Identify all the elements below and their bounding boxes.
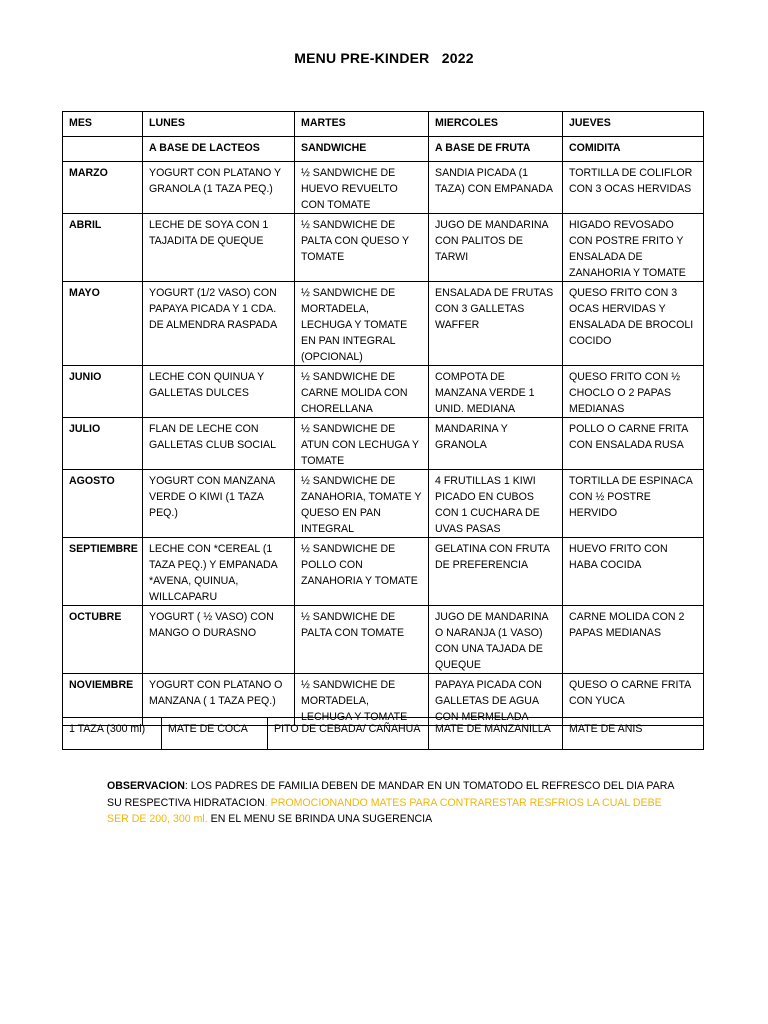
month-cell: JUNIO xyxy=(63,366,143,418)
menu-cell: MARTES xyxy=(295,112,429,137)
menu-cell: A BASE DE LACTEOS xyxy=(143,137,295,162)
month-cell: MARZO xyxy=(63,162,143,214)
table-row xyxy=(63,418,704,470)
month-cell: JULIO xyxy=(63,418,143,470)
header-row xyxy=(63,112,704,137)
menu-cell: ½ SANDWICHE DE PALTA CON QUESO Y TOMATE xyxy=(295,214,429,282)
page-title: MENU PRE-KINDER 2022 xyxy=(294,50,474,66)
menu-cell: 4 FRUTILLAS 1 KIWI PICADO EN CUBOS CON 1 CUCHARA DE UVAS PASAS xyxy=(429,470,563,538)
observation-label: OBSERVACION xyxy=(107,780,185,792)
menu-cell: FLAN DE LECHE CON GALLETAS CLUB SOCIAL xyxy=(143,418,295,470)
menu-cell: SANDWICHE xyxy=(295,137,429,162)
menu-cell: JUGO DE MANDARINA CON PALITOS DE TARWI xyxy=(429,214,563,282)
table-row xyxy=(63,282,704,366)
mates-cell: PITO DE CEBADA/ CAÑAHUA xyxy=(268,718,429,750)
menu-cell: TORTILLA DE COLIFLOR CON 3 OCAS HERVIDAS xyxy=(563,162,704,214)
menu-cell: QUESO O CARNE FRITA CON YUCA xyxy=(563,674,704,726)
mates-row xyxy=(63,718,704,750)
menu-cell: ½ SANDWICHE DE HUEVO REVUELTO CON TOMATE xyxy=(295,162,429,214)
menu-cell: ½ SANDWICHE DE POLLO CON ZANAHORIA Y TOMATE xyxy=(295,538,429,606)
month-cell: OCTUBRE xyxy=(63,606,143,674)
menu-cell: ENSALADA DE FRUTAS CON 3 GALLETAS WAFFER xyxy=(429,282,563,366)
menu-cell: LECHE CON QUINUA Y GALLETAS DULCES xyxy=(143,366,295,418)
month-cell xyxy=(63,137,143,162)
menu-cell: CARNE MOLIDA CON 2 PAPAS MEDIANAS xyxy=(563,606,704,674)
mates-table xyxy=(62,717,704,750)
month-cell: SEPTIEMBRE xyxy=(63,538,143,606)
menu-cell: QUESO FRITO CON ½ CHOCLO O 2 PAPAS MEDIANAS xyxy=(563,366,704,418)
menu-cell: COMPOTA DE MANZANA VERDE 1 UNID. MEDIANA xyxy=(429,366,563,418)
mates-cell: MATE DE ANIS xyxy=(563,718,704,750)
menu-cell: TORTILLA DE ESPINACA CON ½ POSTRE HERVIDO xyxy=(563,470,704,538)
menu-cell: LECHE CON *CEREAL (1 TAZA PEQ.) Y EMPANADA *AVENA, QUINUA, WILLCAPARU xyxy=(143,538,295,606)
menu-cell: ½ SANDWICHE DE ATUN CON LECHUGA Y TOMATE xyxy=(295,418,429,470)
menu-cell: YOGURT CON PLATANO Y GRANOLA (1 TAZA PEQ.) xyxy=(143,162,295,214)
observation-highlight: . PROMOCIONANDO MATES PARA CONTRARESTAR RESFRIOS LA CUAL DEBE SER DE 200, 300 ml. xyxy=(107,796,662,825)
menu-cell: LUNES xyxy=(143,112,295,137)
table-row xyxy=(63,606,704,674)
menu-cell: A BASE DE FRUTA xyxy=(429,137,563,162)
menu-cell: YOGURT CON PLATANO O MANZANA ( 1 TAZA PEQ.) xyxy=(143,674,295,726)
menu-cell: HUEVO FRITO CON HABA COCIDA xyxy=(563,538,704,606)
mates-cell: 1 TAZA (300 ml) xyxy=(63,718,162,750)
menu-table xyxy=(62,111,704,726)
table-row xyxy=(63,538,704,606)
menu-cell: QUESO FRITO CON 3 OCAS HERVIDAS Y ENSALADA DE BROCOLI COCIDO xyxy=(563,282,704,366)
mates-cell: MATE DE MANZANILLA xyxy=(429,718,563,750)
menu-cell: POLLO O CARNE FRITA CON ENSALADA RUSA xyxy=(563,418,704,470)
menu-cell: ½ SANDWICHE DE ZANAHORIA, TOMATE Y QUESO EN PAN INTEGRAL xyxy=(295,470,429,538)
table-row xyxy=(63,214,704,282)
month-cell: MAYO xyxy=(63,282,143,366)
menu-cell: HIGADO REVOSADO CON POSTRE FRITO Y ENSALADA DE ZANAHORIA Y TOMATE xyxy=(563,214,704,282)
menu-cell: ½ SANDWICHE DE MORTADELA, LECHUGA Y TOMATE xyxy=(295,674,429,726)
menu-cell: ½ SANDWICHE DE PALTA CON TOMATE xyxy=(295,606,429,674)
menu-cell: MIERCOLES xyxy=(429,112,563,137)
month-cell: ABRIL xyxy=(63,214,143,282)
menu-cell: YOGURT ( ½ VASO) CON MANGO O DURASNO xyxy=(143,606,295,674)
menu-cell: YOGURT (1/2 VASO) CON PAPAYA PICADA Y 1 CDA. DE ALMENDRA RASPADA xyxy=(143,282,295,366)
menu-cell: SANDIA PICADA (1 TAZA) CON EMPANADA xyxy=(429,162,563,214)
menu-cell: ½ SANDWICHE DE MORTADELA, LECHUGA Y TOMATE EN PAN INTEGRAL (OPCIONAL) xyxy=(295,282,429,366)
mates-cell: MATE DE COCA xyxy=(162,718,268,750)
table-row xyxy=(63,470,704,538)
month-cell: MES xyxy=(63,112,143,137)
menu-cell: ½ SANDWICHE DE CARNE MOLIDA CON CHORELLANA xyxy=(295,366,429,418)
menu-cell: JUGO DE MANDARINA O NARANJA (1 VASO) CON UNA TAJADA DE QUEQUE xyxy=(429,606,563,674)
table-row xyxy=(63,162,704,214)
table-row xyxy=(63,366,704,418)
menu-cell: JUEVES xyxy=(563,112,704,137)
menu-cell: MANDARINA Y GRANOLA xyxy=(429,418,563,470)
observation-text: : LOS PADRES DE FAMILIA DEBEN DE MANDAR EN UN TOMATODO EL REFRESCO DEL DIA PARA SU RESPECTIVA HIDRATACION xyxy=(107,780,674,809)
observation-text-end: EN EL MENU SE BRINDA UNA SUGERENCIA xyxy=(207,813,433,825)
menu-cell: LECHE DE SOYA CON 1 TAJADITA DE QUEQUE xyxy=(143,214,295,282)
subheader-row xyxy=(63,137,704,162)
month-cell: NOVIEMBRE xyxy=(63,674,143,726)
month-cell: AGOSTO xyxy=(63,470,143,538)
menu-cell: COMIDITA xyxy=(563,137,704,162)
menu-cell: YOGURT CON MANZANA VERDE O KIWI (1 TAZA PEQ.) xyxy=(143,470,295,538)
menu-cell: PAPAYA PICADA CON GALLETAS DE AGUA CON MERMELADA xyxy=(429,674,563,726)
menu-cell: GELATINA CON FRUTA DE PREFERENCIA xyxy=(429,538,563,606)
observation-note xyxy=(107,778,677,828)
